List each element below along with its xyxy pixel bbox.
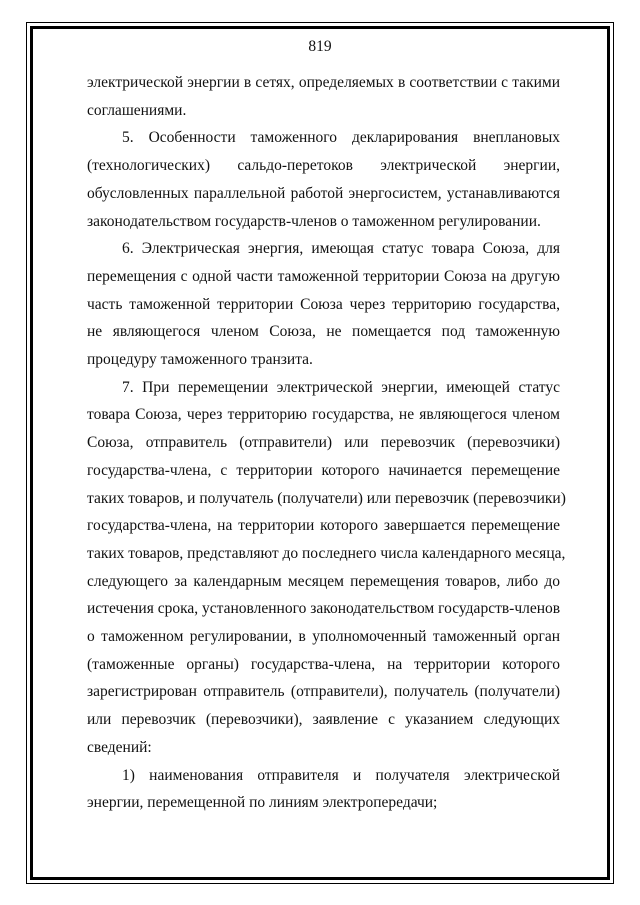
paragraph-item-6 <box>87 235 560 374</box>
text-line: 1) наименования отправителя и получателя электрической <box>122 766 560 784</box>
text-line: соглашениями. <box>87 101 187 119</box>
text-line: государства-члена, с территории которого начинается перемещение <box>87 461 560 479</box>
document-body <box>87 69 566 817</box>
text-line: следующего за календарным месяцем перемещения товаров, либо до <box>87 572 560 590</box>
text-line: часть таможенной территории Союза через территорию государства, <box>87 295 560 313</box>
text-line: о таможенном регулировании, в уполномоченный таможенный орган <box>87 628 560 646</box>
text-line: (таможенные органы) государства-члена, на территории которого <box>87 655 560 673</box>
text-line: зарегистрирован отправитель (отправители), получатель (получатели) <box>87 683 560 701</box>
text-line: 5. Особенности таможенного декларирования внеплановых <box>122 129 560 147</box>
paragraph-subitem-1 <box>87 762 560 817</box>
text-line: товара Союза, через территорию государства, не являющегося членом <box>87 406 560 424</box>
text-line: таких товаров, и получатель (получатели) или перевозчик (перевозчики) <box>87 489 566 507</box>
text-line: законодательством государств-членов о таможенном регулировании. <box>87 212 541 230</box>
text-line: или перевозчик (перевозчики), заявление с указанием следующих <box>87 711 560 729</box>
text-line: энергии, перемещенной по линиям электропередачи; <box>87 794 438 812</box>
text-line: процедуру таможенного транзита. <box>87 351 313 369</box>
paragraph-continuation <box>87 69 560 124</box>
text-line: 7. При перемещении электрической энергии, имеющей статус <box>122 378 560 396</box>
text-line: государства-члена, на территории которого завершается перемещение <box>87 517 560 535</box>
text-line: (технологических) сальдо-перетоков электрической энергии, <box>87 157 560 175</box>
text-line: Союза, отправитель (отправители) или перевозчик (перевозчики) <box>87 434 560 452</box>
page-number: 819 <box>308 38 332 55</box>
paragraph-item-7 <box>87 374 566 762</box>
text-line: 6. Электрическая энергия, имеющая статус товара Союза, для <box>122 240 560 258</box>
text-line: сведений: <box>87 738 152 756</box>
paragraph-item-5 <box>87 124 560 235</box>
text-line: таких товаров, представляют до последнего числа календарного месяца, <box>87 544 566 562</box>
text-line: электрической энергии в сетях, определяемых в соответствии с такими <box>87 74 560 91</box>
page-frame <box>30 26 610 880</box>
text-line: перемещения с одной части таможенной территории Союза на другую <box>87 267 560 285</box>
text-line: истечения срока, установленного законодательством государств-членов <box>87 600 561 618</box>
text-line: обусловленных параллельной работой энергосистем, устанавливаются <box>87 184 560 202</box>
text-line: не являющегося членом Союза, не помещается под таможенную <box>87 323 560 341</box>
